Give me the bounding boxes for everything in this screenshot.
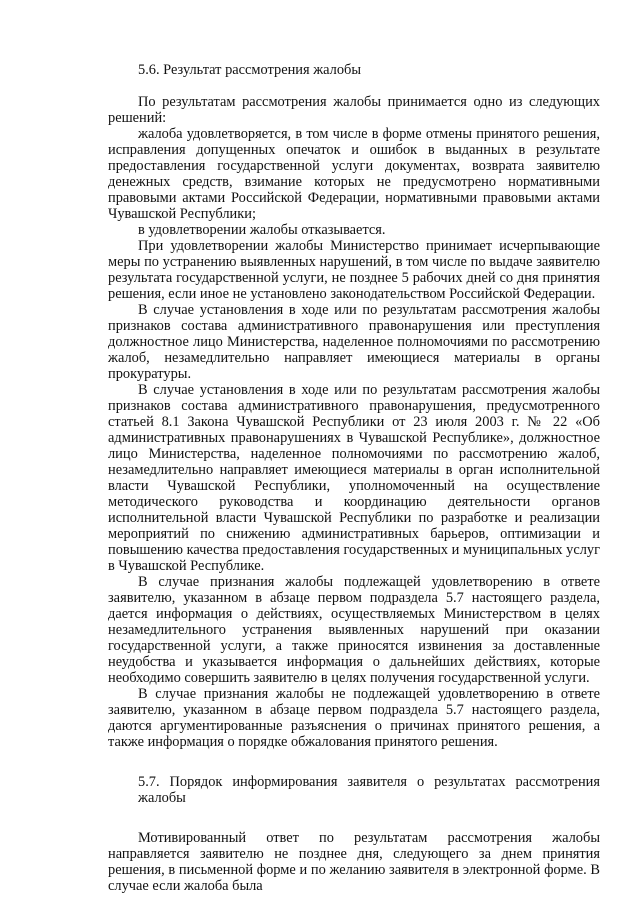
paragraph: При удовлетворении жалобы Министерство принимает исчерпывающие меры по устранению выявленных нарушений, в том числе по выдаче заявителю результата государственной услуги, не позднее 5 рабочих дней со дня принятия решения, если иное не установлено законодательством Российской Федерации. bbox=[108, 238, 600, 302]
paragraph: В случае признания жалобы не подлежащей удовлетворению в ответе заявителю, указанном в абзаце первом подраздела 5.7 настоящего раздела, даются аргументированные разъяснения о причинах принятого решения, а также информация о порядке обжалования принятого решения. bbox=[108, 686, 600, 750]
paragraph: в удовлетворении жалобы отказывается. bbox=[138, 222, 386, 238]
paragraph: По результатам рассмотрения жалобы принимается одно из следующих решений: bbox=[108, 94, 600, 126]
section-5-7-heading: 5.7. Порядок информирования заявителя о результатах рассмотрения жалобы bbox=[138, 774, 600, 806]
paragraph: жалоба удовлетворяется, в том числе в форме отмены принятого решения, исправления допущенных опечаток и ошибок в выданных в результате предоставления государственной услуги документах, возврата заявителю денежных средств, взимание которых не предусмотрено нормативными правовыми актами Российской Федерации, нормативными правовыми актами Чувашской Республики; bbox=[108, 126, 600, 222]
paragraph: В случае признания жалобы подлежащей удовлетворению в ответе заявителю, указанном в абзаце первом подраздела 5.7 настоящего раздела, дается информация о действиях, осуществляемых Министерством в целях незамедлительного устранения выявленных нарушений при оказании государственной услуги, а также приносятся извинения за доставленные неудобства и указывается информация о дальнейших действиях, которые необходимо совершить заявителю в целях получения государственной услуги. bbox=[108, 574, 600, 686]
paragraph: В случае установления в ходе или по результатам рассмотрения жалобы признаков состава административного правонарушения, предусмотренного статьей 8.1 Закона Чувашской Республики от 23 июля 2003 г. № 22 «Об административных правонарушениях в Чувашской Республике», должностное лицо Министерства, наделенное полномочиями по рассмотрению жалоб, незамедлительно направляет имеющиеся материалы в орган исполнительной власти Чувашской Республики, уполномоченный на осуществление методического руководства и координацию деятельности органов исполнительной власти Чувашской Республики по разработке и реализации мероприятий по снижению административных барьеров, оптимизации и повышению качества предоставления государственных и муниципальных услуг в Чувашской Республике. bbox=[108, 382, 600, 574]
section-5-6-heading: 5.6. Результат рассмотрения жалобы bbox=[138, 62, 362, 78]
spacer bbox=[108, 750, 600, 774]
spacer bbox=[108, 78, 600, 94]
paragraph: В случае установления в ходе или по результатам рассмотрения жалобы признаков состава административного правонарушения или преступления должностное лицо Министерства, наделенное полномочиями по рассмотрению жалоб, незамедлительно направляет имеющиеся материалы в органы прокуратуры. bbox=[108, 302, 600, 382]
paragraph: Мотивированный ответ по результатам рассмотрения жалобы направляется заявителю не позднее дня, следующего за днем принятия решения, в письменной форме и по желанию заявителя в электронной форме. В случае если жалоба была bbox=[108, 830, 600, 894]
spacer bbox=[108, 806, 600, 830]
